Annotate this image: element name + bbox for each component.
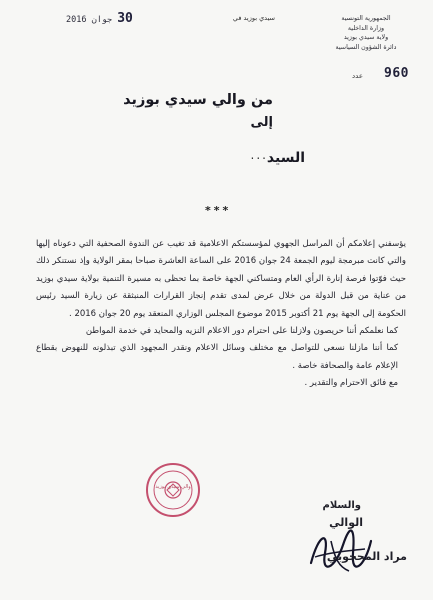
body-paragraph: كما نعلمكم أننا حريصون ولازلنا على احترام دور الاعلام النزيه والمحايد في خدمة المواطن <box>85 326 398 337</box>
addressee-placeholder: ... <box>250 148 268 162</box>
separator: *** <box>205 204 232 217</box>
signer-title: الوالي <box>329 516 363 529</box>
letterhead-line: ولاية سيدي بوزيد <box>343 34 389 42</box>
date-day: 30 <box>117 11 133 26</box>
reference-label: عدد <box>352 72 363 80</box>
date-year: 2016 <box>66 15 87 25</box>
location-label: سيدي بوزيد في <box>232 14 275 22</box>
stamp-icon <box>145 462 201 518</box>
closing-salutation: والسلام <box>322 500 361 511</box>
signer-name: مراد المحجوبي <box>326 550 407 563</box>
signature-icon <box>305 523 375 575</box>
date-line <box>66 11 133 26</box>
body-paragraph: مع فائق الاحترام والتقدير . <box>304 378 398 389</box>
to-label: إلى <box>250 115 273 130</box>
date-month: جوان <box>91 15 113 25</box>
addressee: السيد <box>266 150 305 166</box>
letter-body <box>36 236 406 393</box>
reference-number: 960 <box>384 66 409 81</box>
letterhead-line: دائرة الشؤون السياسية <box>335 43 397 51</box>
body-paragraph: كما أننا مازلنا نسعى للتواصل مع مختلف وسائل الاعلام ونقدر المجهود الذي تبذلونه للنهوض بقطاع الإعلام عامة والصحافة خاصة . <box>36 343 398 371</box>
stamp-text: والي سيدي بوزيد <box>155 484 191 490</box>
letterhead-line: وزارة الداخلية <box>347 24 385 32</box>
official-stamp <box>145 462 201 518</box>
letterhead <box>311 14 421 52</box>
letterhead-line: الجمهورية التونسية <box>341 15 391 22</box>
sender-line: من والي سيدي بوزيد <box>123 92 273 108</box>
body-paragraph: يؤسفني إعلامكم أن المراسل الجهوي لمؤسستكم الاعلامية قد تغيب عن الندوة الصحفية التي دعوناه إليها والتي كانت مبرمجة ليوم الجمعة 24 جوان 2016 على الساعة العاشرة صباحا بمقر الولاية وإذ نستنكر ذلك حيث فوّتوا فرصة إنارة الرأي العام ومتساكني الجهة خاصة بما تحظى به مسيرة التنمية بولاية سيدي بوزيد من عناية من قبل الدولة من خلال عرض لمدى تقدم إنجاز القرارات المنبثقة عن زيارة السيد رئيس الحكومة إلى الجهة يوم 21 أكتوبر 2015 موضوع المجلس الوزاري المنعقد يوم 20 جوان 2016 . <box>36 239 406 319</box>
